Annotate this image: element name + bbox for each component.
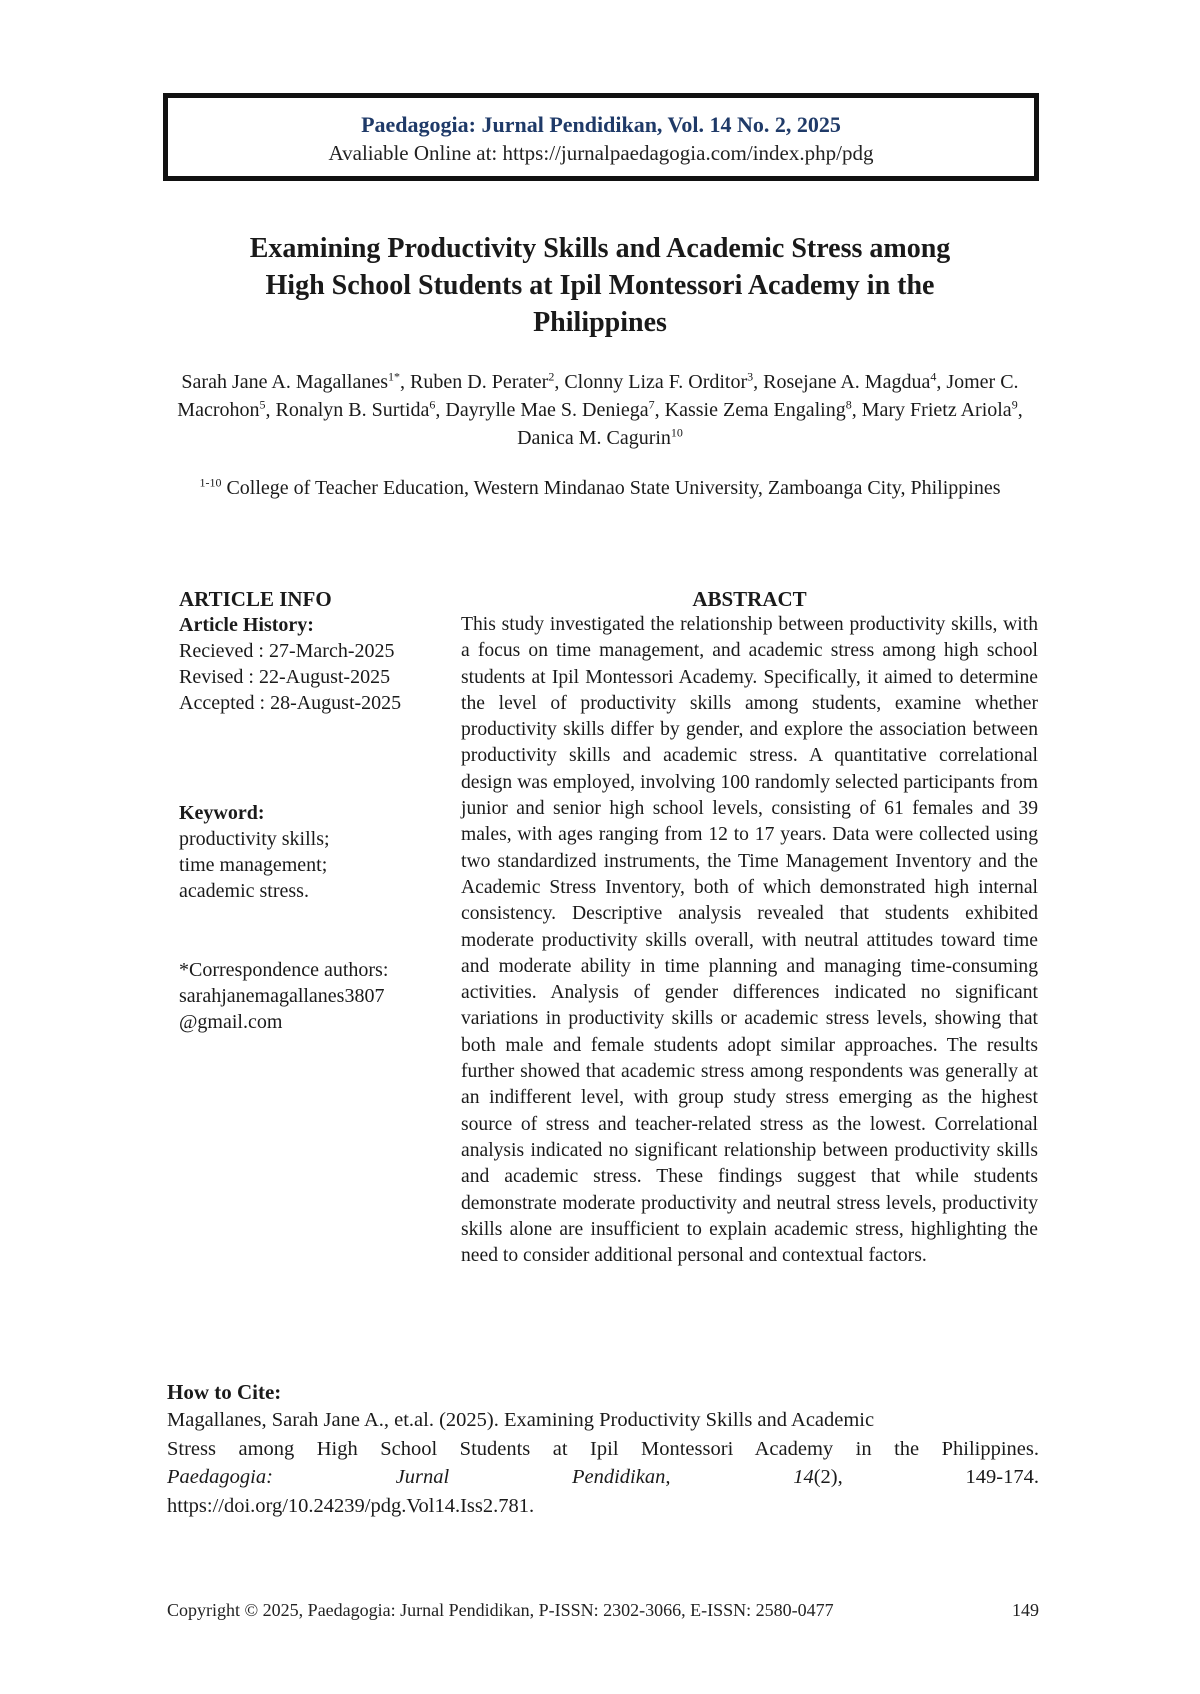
- author: Sarah Jane A. Magallanes: [181, 371, 389, 393]
- author: Jomer C. Macrohon: [177, 371, 1019, 421]
- keyword-item: time management;: [179, 854, 328, 876]
- citation-volume-issue: [793, 1463, 843, 1492]
- author-sup: 8: [845, 397, 852, 412]
- citation-issue: (2),: [813, 1466, 843, 1488]
- author-list: Sarah Jane A. Magallanes$^{1*}$, Ruben D. Perater$^2$, Clonny Liza F. Orditor$^3$, Rosejane A. Magdua$^4$, Jomer C. Macrohon$^5$, Ronalyn B. Surtida$^6$, Dayrylle Mae S. Deniega$^7$, Kassie Zema Engaling$^8$, Mary Frietz Ariola$^9$, Danica M. Cagurin$^{10}$: [177, 369, 1023, 449]
- citation-journal-1: Paedagogia:: [167, 1466, 273, 1488]
- author: Ruben D. Perater: [410, 371, 549, 393]
- journal-url[interactable]: Avaliable Online at: https://jurnalpaedagogia.com/index.php/pdg: [328, 141, 874, 165]
- author-sup: 3: [747, 369, 754, 384]
- title-line-2: High School Students at Ipil Montessori Academy in the: [265, 270, 935, 301]
- author-sup: 10: [670, 425, 683, 440]
- paper-title: [180, 230, 1020, 341]
- author-sup: 9: [1011, 397, 1018, 412]
- correspondence-email-1[interactable]: sarahjanemagallanes3807: [179, 985, 385, 1007]
- how-to-cite-heading: How to Cite:: [167, 1380, 282, 1404]
- accepted-date: Accepted : 28-August-2025: [179, 692, 402, 714]
- correspondence-email-2[interactable]: @gmail.com: [179, 1011, 283, 1033]
- citation-line-1-text: Magallanes, Sarah Jane A., et.al. (2025). Examining Productivity Skills and Academic: [167, 1409, 875, 1431]
- title-line-1: Examining Productivity Skills and Academic Stress among: [249, 233, 951, 264]
- citation-line-1: [167, 1406, 1039, 1435]
- keyword-item: academic stress.: [179, 880, 309, 902]
- citation-journal-3: Pendidikan,: [571, 1466, 671, 1488]
- abstract-heading: ABSTRACT: [692, 587, 807, 611]
- affiliation-text: College of Teacher Education, Western Mindanao State University, Zamboanga City, Philippines: [226, 477, 1001, 499]
- citation-line-3: [167, 1463, 1039, 1492]
- citation-line-2: Stress among High School Students at Ipil Montessori Academy in the Philippines.: [167, 1437, 1039, 1460]
- author-sup: 4: [930, 369, 937, 384]
- title-line-3: Philippines: [533, 307, 667, 338]
- author: Mary Frietz Ariola: [861, 399, 1012, 421]
- keywords: [179, 800, 449, 904]
- page-number: 149: [1012, 1600, 1039, 1620]
- citation-volume: 14: [793, 1466, 814, 1488]
- author-sup: 1*: [388, 369, 401, 384]
- citation-doi[interactable]: https://doi.org/10.24239/pdg.Vol14.Iss2.781.: [167, 1494, 535, 1517]
- author-sup: 2: [548, 369, 555, 384]
- keyword-item: productivity skills;: [179, 828, 330, 850]
- affiliation-sup: 1-10: [199, 475, 222, 490]
- journal-header-box: [163, 93, 1039, 181]
- article-history: [179, 612, 449, 716]
- footer-copyright: Copyright © 2025, Paedagogia: Jurnal Pendidikan, P-ISSN: 2302-3066, E-ISSN: 2580-0477: [167, 1600, 834, 1620]
- author: Rosejane A. Magdua: [763, 371, 931, 393]
- affiliation: [175, 474, 1025, 502]
- journal-name: Paedagogia: Jurnal Pendidikan, Vol. 14 No. 2, 2025: [361, 112, 841, 137]
- author-sup: 6: [429, 397, 436, 412]
- author: Dayrylle Mae S. Deniega: [445, 399, 649, 421]
- citation-pages: 149-174.: [965, 1466, 1039, 1488]
- author: Ronalyn B. Surtida: [275, 399, 430, 421]
- citation-text: [167, 1406, 1039, 1520]
- article-history-heading: Article History:: [179, 614, 314, 636]
- author-sup: 7: [648, 397, 655, 412]
- keyword-heading: Keyword:: [179, 802, 265, 824]
- article-info-heading: ARTICLE INFO: [179, 587, 332, 611]
- author-sup: 5: [259, 397, 266, 412]
- revised-date: Revised : 22-August-2025: [179, 666, 391, 688]
- abstract-text: This study investigated the relationship between productivity skills, with a focus on time management, and academic stress among high school students at Ipil Montessori Academy. Specifically, it aimed to determine the level of productivity skills among students, examine whether productivity skills differ by gender, and explore the association between productivity skills and academic stress. A quantitative correlational design was employed, involving 100 randomly selected participants from junior and senior high school levels, consisting of 61 females and 39 males, with ages ranging from 12 to 17 years. Data were collected using two standardized instruments, the Time Management Inventory and the Academic Stress Inventory, both of which demonstrated high internal consistency. Descriptive analysis revealed that students exhibited moderate productivity skills overall, with neutral attitudes toward time and moderate ability in time planning and managing time-consuming activities. Analysis of gender differences indicated no significant variations in productivity skills or academic stress levels, showing that both male and female students adopt similar approaches. The results further showed that academic stress among respondents was generally at an indifferent level, with group study stress emerging as the highest source of stress and teacher-related stress as the lowest. Correlational analysis indicated no significant relationship between productivity skills and academic stress. These findings suggest that while students demonstrate moderate productivity and neutral stress levels, productivity skills alone are insufficient to explain academic stress, highlighting the need to consider additional personal and contextual factors.: [461, 614, 1038, 1267]
- correspondence-label: *Correspondence authors:: [179, 959, 389, 981]
- citation-journal-2: Jurnal: [395, 1466, 450, 1488]
- author: Kassie Zema Engaling: [664, 399, 846, 421]
- correspondence: [179, 957, 449, 1035]
- received-date: Recieved : 27-March-2025: [179, 640, 395, 662]
- author: Clonny Liza F. Orditor: [564, 371, 748, 393]
- article-info: [179, 586, 449, 1033]
- author: Danica M. Cagurin: [517, 427, 671, 449]
